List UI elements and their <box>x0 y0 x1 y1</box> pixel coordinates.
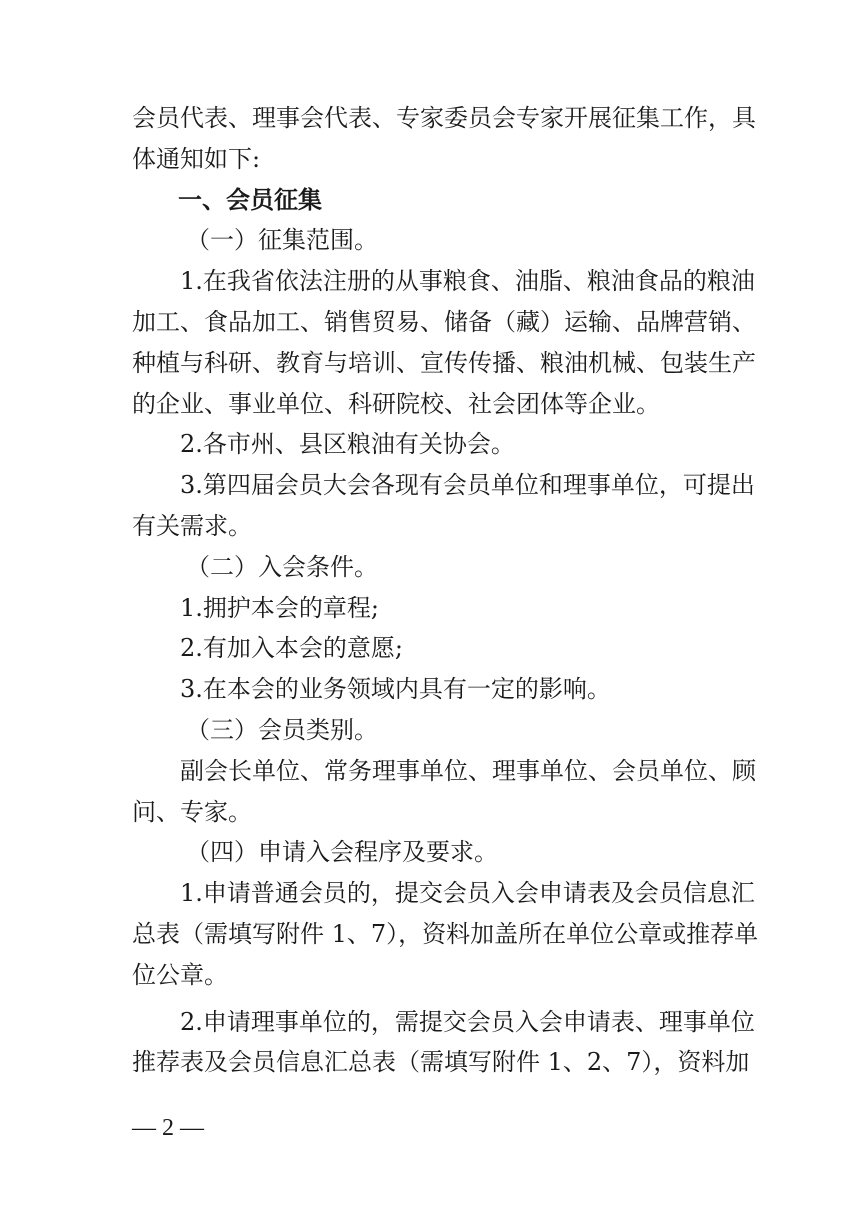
paragraph-line: 1.在我省依法注册的从事粮食、油脂、粮油食品的粮油 <box>180 267 755 296</box>
page-number: — 2 — <box>132 1115 204 1141</box>
paragraph-line: 2.各市州、县区粮油有关协会。 <box>180 430 515 459</box>
paragraph-line: 2.申请理事单位的，需提交会员入会申请表、理事单位 <box>180 1007 755 1036</box>
section-heading-member-collection: 一、会员征集 <box>178 185 322 214</box>
paragraph-line: 有关需求。 <box>132 511 252 540</box>
paragraph-line: 的企业、事业单位、科研院校、社会团体等企业。 <box>132 389 660 418</box>
subheading-scope: （一）征集范围。 <box>186 226 378 255</box>
paragraph-line: 会员代表、理事会代表、专家委员会专家开展征集工作，具 <box>132 104 756 132</box>
subheading-conditions: （二）入会条件。 <box>186 552 378 581</box>
paragraph-line: 副会长单位、常务理事单位、理事单位、会员单位、顾 <box>180 756 756 785</box>
paragraph-line: 1.拥护本会的章程; <box>180 593 379 622</box>
paragraph-line: 体通知如下: <box>132 144 261 173</box>
paragraph-line: 推荐表及会员信息汇总表（需填写附件 1、2、7），资料加 <box>132 1048 750 1077</box>
paragraph-line: 问、专家。 <box>132 797 252 826</box>
paragraph-line: 总表（需填写附件 1、7），资料加盖所在单位公章或推荐单 <box>132 919 759 948</box>
paragraph-line: 1.申请普通会员的，提交会员入会申请表及会员信息汇 <box>180 879 755 908</box>
paragraph-line: 种植与科研、教育与培训、宣传传播、粮油机械、包装生产 <box>132 348 756 377</box>
paragraph-line: 3.在本会的业务领域内具有一定的影响。 <box>180 675 611 704</box>
paragraph-line: 3.第四届会员大会各现有会员单位和理事单位，可提出 <box>180 471 755 500</box>
paragraph-line: 位公章。 <box>132 960 228 989</box>
paragraph-line: 加工、食品加工、销售贸易、储备（藏）运输、品牌营销、 <box>132 307 756 336</box>
subheading-member-types: （三）会员类别。 <box>186 715 378 744</box>
paragraph-line: 2.有加入本会的意愿; <box>180 634 403 663</box>
body-text <box>132 98 759 1083</box>
subheading-application: （四）申请入会程序及要求。 <box>186 838 498 867</box>
